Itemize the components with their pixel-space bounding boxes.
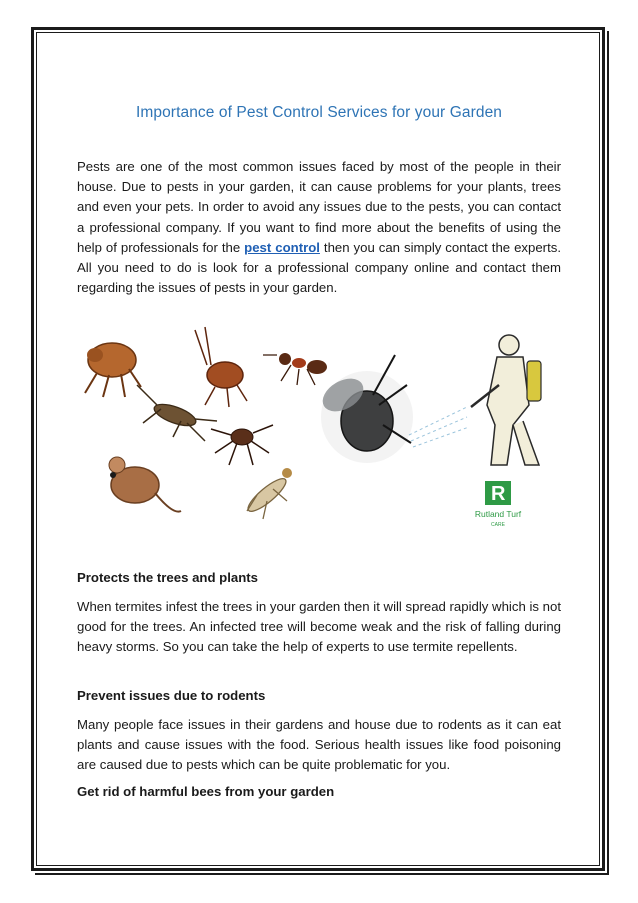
mouse-icon: [109, 457, 181, 512]
spray-mist-icon: [409, 407, 469, 447]
ant-icon: [263, 353, 327, 385]
spider-icon: [211, 425, 273, 465]
intro-paragraph: [77, 157, 561, 298]
section-heading-bees: Get rid of harmful bees from your garden: [77, 784, 335, 799]
section-heading-trees: Protects the trees and plants: [77, 570, 259, 585]
dead-fly-icon: [317, 355, 413, 463]
logo-text: Rutland Turf: [474, 509, 522, 519]
section-body-trees: When termites infest the trees in your garden then it will spread rapidly which is not good for the trees. An infected tree will become weak and the risk of falling during heavy storms. So you can take the help of experts to use termite repellents.: [77, 599, 561, 655]
termite-icon: [244, 468, 292, 519]
intro-text-before-link: Pests are one of the most common issues faced by most of the people in their house. Due to pests in your garden, it can cause problems for your plants, trees and even your pets. In order to avoid any issues due to the pests, you can contact a professional company. If you want to find more about the benefits of using the help of professionals for the: [77, 159, 561, 255]
svg-text:R: R: [491, 483, 506, 505]
intro-text-after-link: then you can simply contact the experts. All you need to do is look for a professional company online and contact them regarding the issues of pests in your garden.: [77, 239, 561, 296]
pest-illustration: [77, 325, 561, 550]
rutland-turf-logo: [475, 481, 522, 528]
exterminator-icon: [471, 335, 541, 465]
section-body-rodents: Many people face issues in their gardens and house due to rodents as it can eat plants and cause issues with the food. Serious health issues like food poisoning are caused due to pests which can be quite problematic for you.: [77, 717, 561, 773]
cricket-icon: [137, 385, 217, 441]
section-heading-rodents: Prevent issues due to rodents: [77, 688, 266, 703]
logo-subtext: CARE: [491, 522, 505, 528]
pest-control-link[interactable]: pest control: [244, 239, 320, 255]
document-title: Importance of Pest Control Services for your Garden: [135, 104, 503, 121]
flea-icon: [85, 343, 141, 397]
cockroach-icon: [195, 327, 247, 407]
